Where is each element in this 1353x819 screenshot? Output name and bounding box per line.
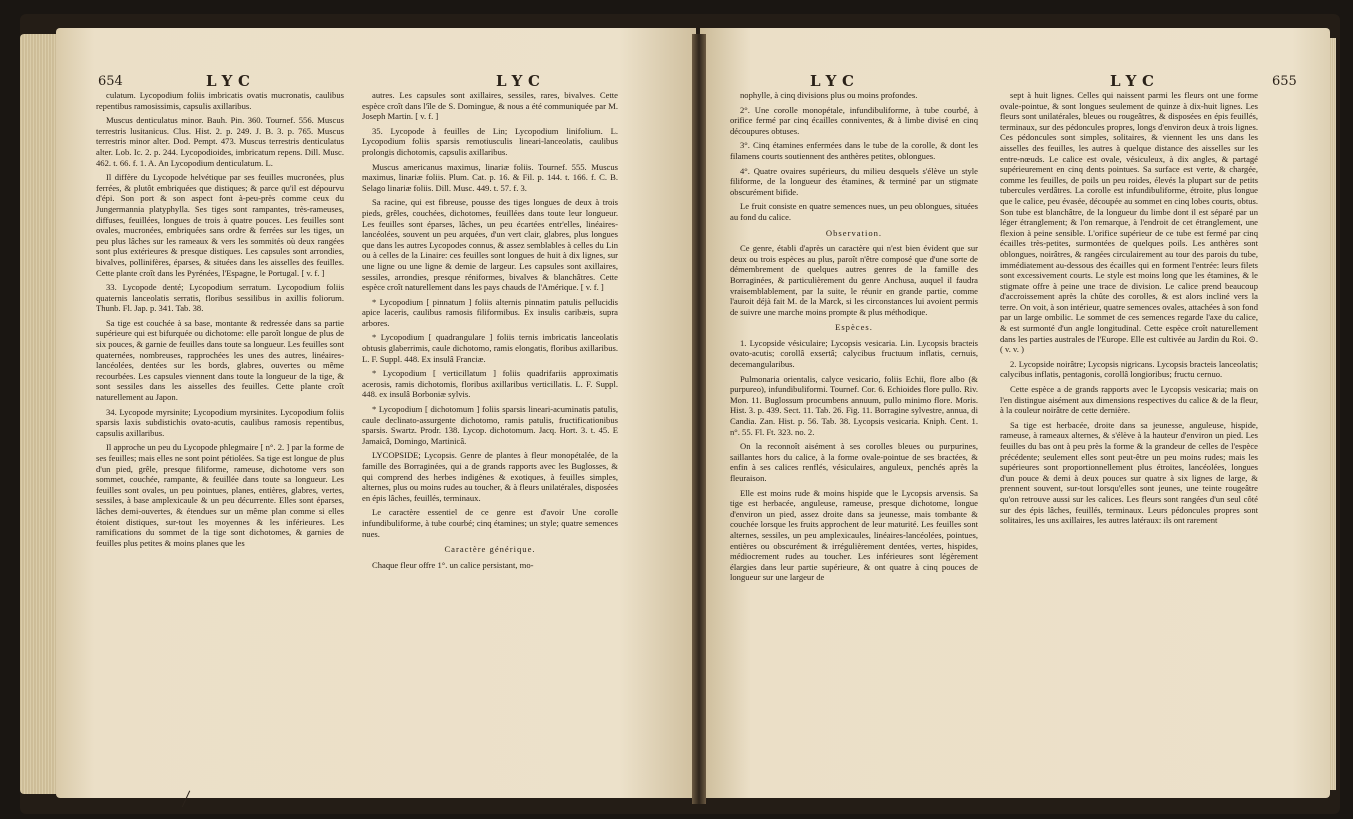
paragraph: 1. Lycopside vésiculaire; Lycopsis vesicaria. Lin. Lycopsis bracteis ovato-acutis; corollâ exsertâ; calycibus fructuum inflatis, cernuis, decemangularibus. bbox=[730, 337, 978, 370]
left-page-number: 654 bbox=[98, 74, 123, 89]
paragraph: Ce genre, établi d'après un caractère qui n'est bien évident que sur deux ou trois espèces au plus, paroît n'être composé que d'une sorte de démembrement de quelques autres genres de la famille des Borraginées, & particulièrement du genre Anchusa, auquel il faudra vraisemblablement, par la suite, le réunir en grande partie, comme l'auroit déjà fait M. de la Marck, si les circonstances lui avoient permis de suivre une marche moins prompte & plus méthodique. bbox=[730, 243, 978, 317]
paragraph: * Lycopodium [ pinnatum ] foliis alternis pinnatim patulis pellucidis apice laceris, caulibus ramosis filiformibus. Ex insulis caribæis, supra arbores. bbox=[362, 296, 618, 328]
paragraph: sept à huit lignes. Celles qui naissent parmi les fleurs ont une forme ovale-pointue, & sont longues seulement de quinze à dix-huit lignes. Les fleurs sont unilatérales, bleues ou rougeâtres, & disposées en épis feuillés, terminaux, sur des pédoncules propres, longs d'environ deux à trois lignes. Ces pédoncules sont simples, solitaires, & viennent les uns dans les aisselles des feuilles, les autres à quelque distance des aisselles sur les entre-nœuds. Le calice est ovale, vésiculeux, à dix angles, & partagé supérieurement en cinq dents pointues. Sa surface est verte, & chargée, comme les feuilles, de poils un peu roides, élevés la plupart sur de petits tubercules verdâtres. La corolle est infundibuliforme, étroite, plus longue que le calice, peu évasée, découpée au sommet en cinq lobes courts, obtus. Son tube est blanchâtre, de la longueur du limbe dont il est séparé par un léger étranglement; & l'on remarque, à l'endroit de cet étranglement, une flexion à peine sensible. L'orifice supérieur de ce tube est fermé par cinq écailles très-petites, surmontées de quelques poils. Les anthères sont oblongues, noirâtres, & rangées circulairement au tour des parois du tube, immédiatement au-dessous des écailles qui en forment l'entrée: leurs filets sont excessivement courts. Le style est moins long que les étamines, & le stigmate offre à peine une trace de division. Le calice prend beaucoup d'accroissement après la chûte des corolles, & est alors incliné vers la terre. On voit, à son intérieur, quatre semences ovales, attachées à son fond par un large ombilic. Le sommet de ces semences regarde l'axe du calice, & est surmonté d'un angle longitudinal. Cette espèce croît naturellement dans les parties australes de l'Europe. Elle est cultivée au Jardin du Roi. ⊙. ( v. v. ) bbox=[1000, 90, 1258, 355]
paragraph: 2°. Une corolle monopétale, infundibuliforme, à tube courbé, à orifice fermé par cinq écailles conniventes, & à limbe divisé en cinq découpures obtuses. bbox=[730, 104, 978, 136]
left-running-head-col2: LYC bbox=[496, 72, 546, 90]
paragraph: Caractère générique. bbox=[444, 544, 536, 555]
paragraph: Espèces. bbox=[835, 322, 873, 333]
paragraph: Elle est moins rude & moins hispide que le Lycopsis arvensis. Sa tige est herbacée, anguleuse, rameuse, presque dichotome, longue d'environ un pied, assez droite dans sa jeunesse, mais tombante & couchée lorsque les fruits approchent de leur maturité. Les feuilles sont alternes, sessiles, un peu amplexicaules, linéaires-lancéolées, pointues, entières ou obscurément & irrégulièrement dentées, vertes, hispides, médiocrement rudes au toucher. Les inférieures sont légèrement élargies dans leur partie supérieure, & ont quatre à cinq pouces de longueur sur une largeur de bbox=[730, 487, 978, 583]
paragraph: Sa racine, qui est fibreuse, pousse des tiges longues de deux à trois pieds, grêles, couchées, dichotomes, feuillées dans toute leur longueur. Les feuilles sont éparses, lâches, un peu écartées entr'elles, linéaires-lancéolées, souvent un peu arquées, d'un vert clair, glabres, plus longues que dans les autres Lycopodes connus, & assez semblables à celles du Lin ou à celles de la Linaire: ces feuilles sont longues de huit à dix lignes, sur une ligne ou une ligne & demie de largeur. Les capsules sont axillaires, sessiles, arrondies, presque réniformes, bivalves & blanchâtres. Cette espèce croît naturellement dans les pays chauds de l'Amérique. [ v. f. ] bbox=[362, 197, 618, 293]
paragraph: Le caractère essentiel de ce genre est d'avoir Une corolle infundibuliforme, à tube courbé; cinq étamines; un style; quatre semences nues. bbox=[362, 507, 618, 539]
paragraph: 34. Lycopode myrsinite; Lycopodium myrsinites. Lycopodium foliis sparsis laxis subdistichis ovato-acutis, caulibus ramosis repentibus, capsulis axillaribus. bbox=[96, 406, 344, 438]
paragraph: Observation. bbox=[825, 227, 883, 238]
paragraph: 4°. Quatre ovaires supérieurs, du milieu desquels s'élève un style filiforme, de la longueur des étamines, & terminé par un stigmate obscurément bifide. bbox=[730, 165, 978, 197]
paragraph: LYCOPSIDE; Lycopsis. Genre de plantes à fleur monopétalée, de la famille des Borraginées, qui a de grands rapports avec les Buglosses, & qui comprend des herbes indigènes & exotiques, à feuilles simples, alternes, plus ou moins rudes au toucher, & à fleurs unilatérales, disposées en épis lâches, feuillés, terminaux. bbox=[362, 450, 618, 503]
right-page bbox=[700, 28, 1330, 798]
right-running-head: LYC bbox=[810, 72, 860, 90]
paragraph: Il approche un peu du Lycopode phlegmaire [ n°. 2. ] par la forme de ses feuilles; mais elles ne sont point pétiolées. Sa tige est longue de plus d'un pied, grêle, presque filiforme, rameuse, dichotome vers son sommet, couchée, rampante, & feuillée dans toute sa longueur. Les feuilles sont ovales, un peu pointues, planes, entières, glabres, vertes, sessiles, à base amplexicaule & un peu décurrente. Elles sont éparses, lâches demi-ouvertes, & étendues sur un même plan comme si elles étoient distiques, sur-tout les moyennes & les inférieures. Les ramifications du sommet de la tige sont dichotomes, & garnies de feuilles plus petites & moins planes que les bbox=[96, 442, 344, 548]
right-column-2 bbox=[1000, 90, 1258, 530]
left-running-head: LYC bbox=[206, 72, 256, 90]
paragraph: Sa tige est couchée à sa base, montante & redressée dans sa partie supérieure qui est bifurquée ou dichotome: elle paroît longue de plus de six pouces, & garnie de feuilles dans toute sa longueur. Les feuilles sont quaternées, nombreuses, rapprochées les unes des autres, linéaires-lancéolées, dentées sur les bords, glabres, ouvertes ou même recourbées. Les capsules viennent dans toute la longueur de la tige, & sont sessiles dans les aisselles des feuilles. Cette plante croît naturellement au Japon. bbox=[96, 317, 344, 403]
paragraph: 3°. Cinq étamines enfermées dans le tube de la corolle, & dont les filamens courts soutiennent des anthères petites, oblongues. bbox=[730, 140, 978, 161]
paragraph: autres. Les capsules sont axillaires, sessiles, rares, bivalves. Cette espèce croît dans l'île de S. Domingue, & nous a été communiquée par M. Joseph Martin. [ v. f. ] bbox=[362, 90, 618, 122]
paragraph: On la reconnoît aisément à ses corolles bleues ou purpurines, saillantes hors du calice, à la forme ovale-pointue de ses bractées, & enfin à ses calices renflés, vésiculaires, anguleux, penchés après la fleuraison. bbox=[730, 441, 978, 483]
paragraph: * Lycopodium [ quadrangulare ] foliis ternis imbricatis lanceolatis obtusis glaberrimis, caule dichotomo, ramis elongatis, floribus axillaribus. L. F. Suppl. 448. Ex insulâ Franciæ. bbox=[362, 332, 618, 364]
paragraph: 33. Lycopode denté; Lycopodium serratum. Lycopodium foliis quaternis lanceolatis serratis, floribus sessilibus in axillis foliorum. Thunb. Fl. Jap. p. 341. Tab. 38. bbox=[96, 282, 344, 314]
left-column-2 bbox=[362, 90, 618, 574]
open-book bbox=[20, 14, 1340, 814]
right-running-head-col2: LYC bbox=[1110, 72, 1160, 90]
right-page-number: 655 bbox=[1272, 74, 1297, 89]
left-column-1 bbox=[96, 90, 344, 552]
paragraph: 35. Lycopode à feuilles de Lin; Lycopodium linifolium. L. Lycopodium foliis sparsis remotiusculis lineari-lanceolatis, caulibus prolongis dichotomis, capsulis axillaribus. bbox=[362, 125, 618, 157]
right-column-1 bbox=[730, 90, 978, 587]
paragraph: Pulmonaria orientalis, calyce vesicario, foliis Echii, flore albo (& purpureo), infundibuliformi. Tournef. Cor. 6. Echioides flore pullo. Riv. Mon. 11. Buglossum procumbens annuum, pullo minimo flore. Moris. Hist. 3. p. 439. Sect. 11. Tab. 26. Fig. 11. Borragine sylvestre, annua, di Candia. Zan. Hist. p. 56. Tab. 38. Lycopsis vesicaria. Kniph. Cent. 1. n°. 55. Fl. Ft. 323. no. 2. bbox=[730, 373, 978, 437]
book-gutter bbox=[692, 34, 706, 804]
left-page bbox=[56, 28, 696, 798]
paragraph: Cette espèce a de grands rapports avec le Lycopsis vesicaria; mais on l'en distingue aisément aux dimensions respectives du calice & de la fleur, à la couleur noirâtre de cette dernière. bbox=[1000, 384, 1258, 416]
paragraph: 2. Lycopside noirâtre; Lycopsis nigricans. Lycopsis bracteis lanceolatis; calycibus inflatis, pentagonis, corollâ longioribus; fructu cernuo. bbox=[1000, 358, 1258, 380]
paragraph: * Lycopodium [ verticillatum ] foliis quadrifariis approximatis acerosis, ramis dichotomis, floribus axillaribus verticillatis. L. F. Suppl. 448. ex insulâ Borboniæ sylvis. bbox=[362, 368, 618, 400]
page-edges-left bbox=[20, 34, 60, 794]
paragraph: * Lycopodium [ dichotomum ] foliis sparsis lineari-acuminatis patulis, caule declinato-assurgente dichotomo, ramis patulis, fructificationibus sparsis. Swartz. Prodr. 138. Lycop. dichotomum. Jacq. Hort. 3. t. 45. E Jamaicâ, Domingo, Martinicâ. bbox=[362, 404, 618, 446]
paragraph: Il diffère du Lycopode helvétique par ses feuilles mucronées, plus ferrées, & plutôt embriquées que distiques; & parce qu'il est dépourvu d'épi. Son port & son aspect font à-peu-près comme ceux du Jungermannia platyphylla. Ses tiges sont rampantes, très-rameuses, diffuses, feuillées, longues de trois à quatre pouces. Les feuilles sont ovales, mucronées, embriquées sans ordre & ferrées sur les tiges, un peu plus lâches sur les rameaux & vers les sommités où deux rangées sont plus extérieures & presque distiques. Les capsules sont arrondies, bivalves, pollinifères, éparses, & situées dans les aisselles des feuilles. Cette plante croît dans les Pyrénées, l'Espagne, le Portugal. [ v. f. ] bbox=[96, 172, 344, 278]
paragraph: Muscus americanus maximus, linariæ foliis. Tournef. 555. Muscus maximus, linariæ foliis. Plum. Cat. p. 16. & Fil. p. 144. t. 166. f. C. B. Selago linariæ foliis. Dill. Musc. 449. t. 57. f. 3. bbox=[362, 161, 618, 193]
paragraph: culatum. Lycopodium foliis imbricatis ovatis mucronatis, caulibus repentibus ramosissimis, capsulis axillaribus. bbox=[96, 90, 344, 111]
paragraph: Muscus denticulatus minor. Bauh. Pin. 360. Tournef. 556. Muscus terrestris lusitanicus. Clus. Hist. 2. p. 249. J. B. 3. p. 765. Muscus terrestris minor alter. Dod. Pempt. 473. Muscus terrestris denticulatus alter. Lob. Ic. 2. p. 244. Lycopodioides, imbricatum repens. Dill. Musc. 462. t. 66. f. 1. A. An Lycopodium denticulatum. L. bbox=[96, 115, 344, 168]
paragraph: Le fruit consiste en quatre semences nues, un peu oblongues, situées au fond du calice. bbox=[730, 201, 978, 222]
paragraph: Sa tige est herbacée, droite dans sa jeunesse, anguleuse, hispide, rameuse, à rameaux alternes, & s'élève à la hauteur d'environ un pied. Les feuilles du bas ont à peu près la forme & la grandeur de celles de l'espèce précédente; seulement elles sont peut-être un peu moins rudes; mais les supérieures sont proportionnellement plus étroites, lancéolées, longues d'un pouce & demi à deux pouces sur quatre à six lignes de large, & prennent souvent, sur-tout lorsqu'elles sont jeunes, une teinte rougeâtre qu'on retrouve aussi sur les calices. Les fleurs sont rangées d'un seul côté sur des épis lâches, feuillés, terminaux. Leurs pédoncules propres sont solitaires, les uns axillaires, les autres latéraux: ils ont rarement bbox=[1000, 419, 1258, 526]
paragraph: Chaque fleur offre 1°. un calice persistant, mo- bbox=[372, 559, 534, 570]
paragraph: nophylle, à cinq divisions plus ou moins profondes. bbox=[740, 90, 918, 100]
